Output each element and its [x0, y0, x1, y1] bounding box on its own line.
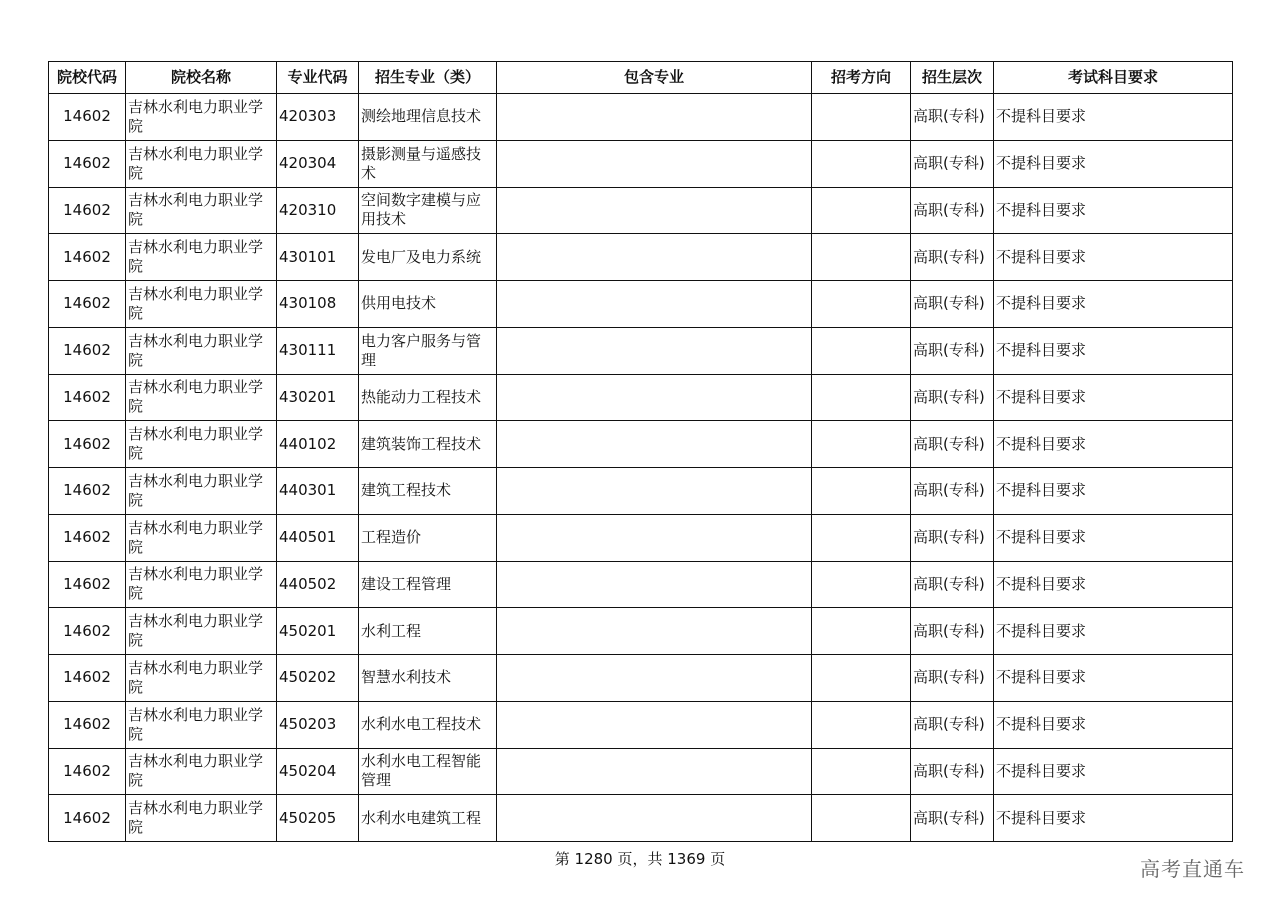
- table-row: [49, 327, 1233, 374]
- major-code-cell: 450204: [277, 748, 359, 795]
- header-subject-requirement: 考试科目要求: [994, 62, 1233, 94]
- table-row: [49, 234, 1233, 281]
- direction-cell: [812, 561, 911, 608]
- school-code-cell: 14602: [49, 748, 126, 795]
- table-row: [49, 468, 1233, 515]
- major-code-cell: 440502: [277, 561, 359, 608]
- direction-cell: [812, 701, 911, 748]
- major-code-cell: 440102: [277, 421, 359, 468]
- subject-requirement-cell: 不提科目要求: [994, 608, 1233, 655]
- school-code-cell: 14602: [49, 94, 126, 141]
- table-row: [49, 140, 1233, 187]
- major-name-cell: 空间数字建模与应用技术: [359, 187, 497, 234]
- major-name-cell: 供用电技术: [359, 281, 497, 328]
- major-code-cell: 450203: [277, 701, 359, 748]
- table-row: [49, 795, 1233, 842]
- school-name-cell: 吉林水利电力职业学院: [126, 140, 277, 187]
- subject-requirement-cell: 不提科目要求: [994, 327, 1233, 374]
- direction-cell: [812, 608, 911, 655]
- direction-cell: [812, 94, 911, 141]
- included-majors-cell: [497, 608, 812, 655]
- header-major: 招生专业（类）: [359, 62, 497, 94]
- school-name-cell: 吉林水利电力职业学院: [126, 234, 277, 281]
- level-cell: 高职(专科): [911, 281, 994, 328]
- school-name-cell: 吉林水利电力职业学院: [126, 94, 277, 141]
- school-code-cell: 14602: [49, 468, 126, 515]
- major-code-cell: 450202: [277, 655, 359, 702]
- level-cell: 高职(专科): [911, 234, 994, 281]
- table-row: [49, 701, 1233, 748]
- major-code-cell: 440501: [277, 514, 359, 561]
- school-name-cell: 吉林水利电力职业学院: [126, 468, 277, 515]
- level-cell: 高职(专科): [911, 514, 994, 561]
- direction-cell: [812, 234, 911, 281]
- school-code-cell: 14602: [49, 187, 126, 234]
- subject-requirement-cell: 不提科目要求: [994, 94, 1233, 141]
- direction-cell: [812, 187, 911, 234]
- major-name-cell: 水利工程: [359, 608, 497, 655]
- subject-requirement-cell: 不提科目要求: [994, 374, 1233, 421]
- school-code-cell: 14602: [49, 795, 126, 842]
- level-cell: 高职(专科): [911, 795, 994, 842]
- included-majors-cell: [497, 374, 812, 421]
- major-code-cell: 450201: [277, 608, 359, 655]
- major-name-cell: 水利水电工程智能管理: [359, 748, 497, 795]
- subject-requirement-cell: 不提科目要求: [994, 795, 1233, 842]
- school-name-cell: 吉林水利电力职业学院: [126, 374, 277, 421]
- level-cell: 高职(专科): [911, 374, 994, 421]
- direction-cell: [812, 327, 911, 374]
- included-majors-cell: [497, 187, 812, 234]
- major-code-cell: 430201: [277, 374, 359, 421]
- major-name-cell: 热能动力工程技术: [359, 374, 497, 421]
- subject-requirement-cell: 不提科目要求: [994, 187, 1233, 234]
- direction-cell: [812, 514, 911, 561]
- header-school-code: 院校代码: [49, 62, 126, 94]
- direction-cell: [812, 374, 911, 421]
- school-code-cell: 14602: [49, 561, 126, 608]
- table-row: [49, 281, 1233, 328]
- table-row: [49, 748, 1233, 795]
- included-majors-cell: [497, 468, 812, 515]
- major-code-cell: 420310: [277, 187, 359, 234]
- school-code-cell: 14602: [49, 514, 126, 561]
- major-code-cell: 430111: [277, 327, 359, 374]
- level-cell: 高职(专科): [911, 140, 994, 187]
- watermark: 高考直通车: [1140, 857, 1245, 881]
- school-code-cell: 14602: [49, 234, 126, 281]
- major-name-cell: 电力客户服务与管理: [359, 327, 497, 374]
- direction-cell: [812, 140, 911, 187]
- school-code-cell: 14602: [49, 374, 126, 421]
- table-row: [49, 655, 1233, 702]
- subject-requirement-cell: 不提科目要求: [994, 140, 1233, 187]
- included-majors-cell: [497, 234, 812, 281]
- table-row: [49, 94, 1233, 141]
- school-name-cell: 吉林水利电力职业学院: [126, 795, 277, 842]
- major-name-cell: 建筑工程技术: [359, 468, 497, 515]
- major-name-cell: 建设工程管理: [359, 561, 497, 608]
- major-code-cell: 440301: [277, 468, 359, 515]
- major-code-cell: 420304: [277, 140, 359, 187]
- level-cell: 高职(专科): [911, 327, 994, 374]
- header-major-code: 专业代码: [277, 62, 359, 94]
- subject-requirement-cell: 不提科目要求: [994, 655, 1233, 702]
- major-code-cell: 430108: [277, 281, 359, 328]
- table-row: [49, 187, 1233, 234]
- page-number: 第 1280 页，共 1369 页: [554, 850, 726, 868]
- school-code-cell: 14602: [49, 140, 126, 187]
- header-direction: 招考方向: [812, 62, 911, 94]
- major-name-cell: 工程造价: [359, 514, 497, 561]
- subject-requirement-cell: 不提科目要求: [994, 468, 1233, 515]
- school-code-cell: 14602: [49, 608, 126, 655]
- header-level: 招生层次: [911, 62, 994, 94]
- level-cell: 高职(专科): [911, 187, 994, 234]
- level-cell: 高职(专科): [911, 701, 994, 748]
- subject-requirement-cell: 不提科目要求: [994, 514, 1233, 561]
- table-row: [49, 374, 1233, 421]
- school-code-cell: 14602: [49, 327, 126, 374]
- header-school-name: 院校名称: [126, 62, 277, 94]
- direction-cell: [812, 795, 911, 842]
- level-cell: 高职(专科): [911, 655, 994, 702]
- school-name-cell: 吉林水利电力职业学院: [126, 561, 277, 608]
- direction-cell: [812, 281, 911, 328]
- table-header-row: [49, 62, 1233, 94]
- school-code-cell: 14602: [49, 281, 126, 328]
- included-majors-cell: [497, 561, 812, 608]
- table-row: [49, 514, 1233, 561]
- school-name-cell: 吉林水利电力职业学院: [126, 608, 277, 655]
- school-name-cell: 吉林水利电力职业学院: [126, 281, 277, 328]
- major-name-cell: 测绘地理信息技术: [359, 94, 497, 141]
- major-name-cell: 水利水电建筑工程: [359, 795, 497, 842]
- included-majors-cell: [497, 655, 812, 702]
- table-row: [49, 561, 1233, 608]
- school-code-cell: 14602: [49, 421, 126, 468]
- included-majors-cell: [497, 421, 812, 468]
- direction-cell: [812, 468, 911, 515]
- included-majors-cell: [497, 281, 812, 328]
- included-majors-cell: [497, 94, 812, 141]
- included-majors-cell: [497, 327, 812, 374]
- major-name-cell: 水利水电工程技术: [359, 701, 497, 748]
- school-name-cell: 吉林水利电力职业学院: [126, 187, 277, 234]
- school-code-cell: 14602: [49, 701, 126, 748]
- included-majors-cell: [497, 748, 812, 795]
- included-majors-cell: [497, 140, 812, 187]
- included-majors-cell: [497, 514, 812, 561]
- header-included-majors: 包含专业: [497, 62, 812, 94]
- direction-cell: [812, 655, 911, 702]
- school-name-cell: 吉林水利电力职业学院: [126, 655, 277, 702]
- major-name-cell: 摄影测量与遥感技术: [359, 140, 497, 187]
- direction-cell: [812, 748, 911, 795]
- school-name-cell: 吉林水利电力职业学院: [126, 421, 277, 468]
- major-code-cell: 420303: [277, 94, 359, 141]
- major-name-cell: 建筑装饰工程技术: [359, 421, 497, 468]
- subject-requirement-cell: 不提科目要求: [994, 421, 1233, 468]
- level-cell: 高职(专科): [911, 94, 994, 141]
- major-name-cell: 智慧水利技术: [359, 655, 497, 702]
- included-majors-cell: [497, 795, 812, 842]
- major-name-cell: 发电厂及电力系统: [359, 234, 497, 281]
- school-name-cell: 吉林水利电力职业学院: [126, 327, 277, 374]
- level-cell: 高职(专科): [911, 561, 994, 608]
- subject-requirement-cell: 不提科目要求: [994, 561, 1233, 608]
- level-cell: 高职(专科): [911, 748, 994, 795]
- school-name-cell: 吉林水利电力职业学院: [126, 514, 277, 561]
- subject-requirement-cell: 不提科目要求: [994, 701, 1233, 748]
- table-row: [49, 421, 1233, 468]
- level-cell: 高职(专科): [911, 608, 994, 655]
- direction-cell: [812, 421, 911, 468]
- school-name-cell: 吉林水利电力职业学院: [126, 701, 277, 748]
- major-code-cell: 430101: [277, 234, 359, 281]
- subject-requirement-cell: 不提科目要求: [994, 281, 1233, 328]
- level-cell: 高职(专科): [911, 468, 994, 515]
- subject-requirement-cell: 不提科目要求: [994, 234, 1233, 281]
- school-name-cell: 吉林水利电力职业学院: [126, 748, 277, 795]
- subject-requirement-cell: 不提科目要求: [994, 748, 1233, 795]
- major-code-cell: 450205: [277, 795, 359, 842]
- school-code-cell: 14602: [49, 655, 126, 702]
- included-majors-cell: [497, 701, 812, 748]
- level-cell: 高职(专科): [911, 421, 994, 468]
- admissions-table: [48, 61, 1233, 842]
- table-row: [49, 608, 1233, 655]
